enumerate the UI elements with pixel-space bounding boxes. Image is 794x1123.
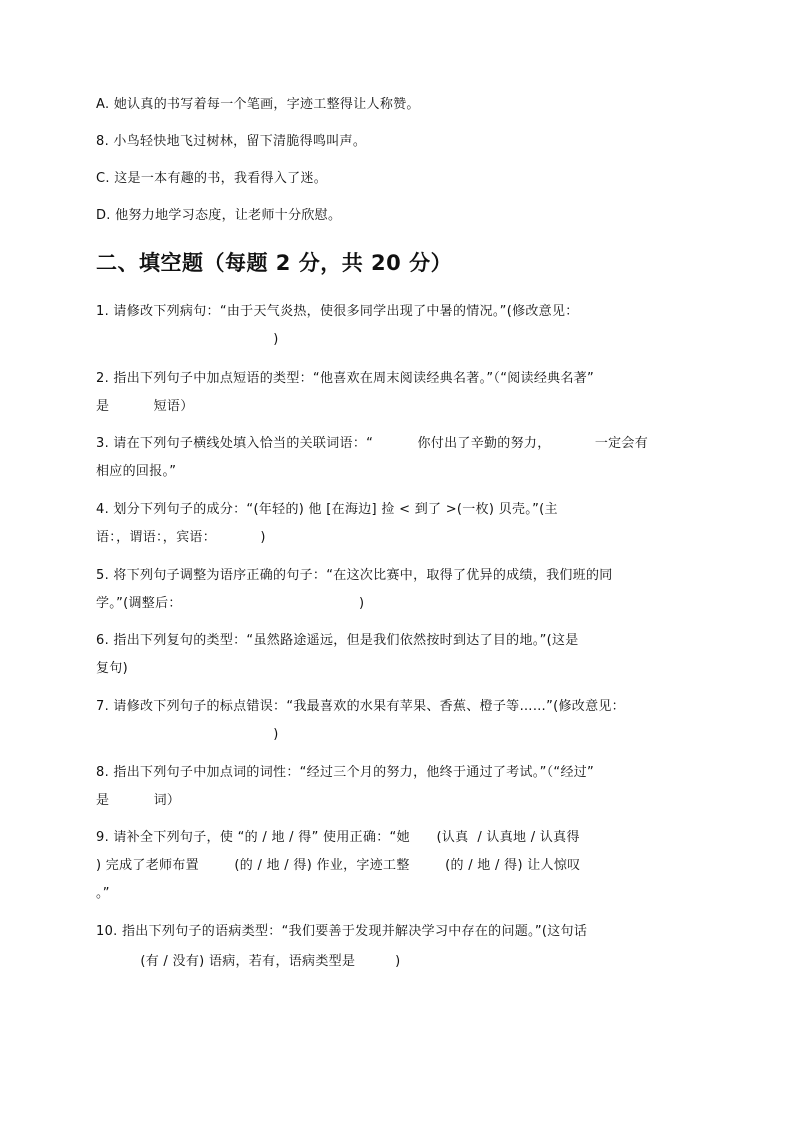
question-1-line-2: ) — [96, 332, 279, 347]
question-4-line-2: 语：，谓语：，宾语： ) — [96, 530, 266, 545]
question-8-line-1: 8. 指出下列句子中加点词的词性：“经过三个月的努力，他终于通过了考试。”（“经过” — [96, 765, 595, 780]
question-9-line-1: 9. 请补全下列句子，使 “的 / 地 / 得” 使用正确：“她 (认真 / 认真地 / 认真得 — [96, 830, 580, 845]
option-d: D. 他努力地学习态度，让老师十分欣慰。 — [96, 208, 342, 223]
option-b: 8. 小鸟轻快地飞过树林，留下清脆得鸣叫声。 — [96, 134, 367, 149]
question-3-line-2: 相应的回报。” — [96, 464, 177, 479]
question-5-line-1: 5. 将下列句子调整为语序正确的句子：“在这次比赛中，取得了优异的成绩，我们班的同 — [96, 568, 613, 583]
option-a: A. 她认真的书写着每一个笔画，字迹工整得让人称赞。 — [96, 97, 420, 112]
question-6-line-1: 6. 指出下列复句的类型：“虽然路途遥远，但是我们依然按时到达了目的地。”(这是 — [96, 633, 579, 648]
question-6-line-2: 复句) — [96, 661, 128, 676]
question-8-line-2: 是 词） — [96, 793, 181, 808]
question-9-line-3: 。” — [96, 886, 110, 901]
question-7-line-1: 7. 请修改下列句子的标点错误：“我最喜欢的水果有苹果、香蕉、橙子等……”(修改意见： — [96, 699, 625, 714]
question-3-line-1: 3. 请在下列句子横线处填入恰当的关联词语：“ 你付出了辛勤的努力， 一定会有 — [96, 436, 649, 451]
question-4-line-1: 4. 划分下列句子的成分：“(年轻的) 他 [在海边] 捡 < 到了 >(一枚) 贝壳。”(主 — [96, 502, 558, 517]
section-title: 二、填空题（每题 2 分，共 20 分） — [96, 251, 453, 275]
option-c: C. 这是一本有趣的书，我看得入了迷。 — [96, 171, 328, 186]
question-9-line-2: ) 完成了老师布置 (的 / 地 / 得) 作业，字迹工整 (的 / 地 / 得) 让人惊叹 — [96, 858, 581, 873]
question-1-line-1: 1. 请修改下列病句：“由于天气炎热，使很多同学出现了中暑的情况。”(修改意见： — [96, 304, 579, 319]
question-7-line-2: ) — [96, 727, 279, 742]
question-10-line-1: 10. 指出下列句子的语病类型：“我们要善于发现并解决学习中存在的问题。”(这句话 — [96, 924, 588, 939]
question-5-line-2: 学。”(调整后： ) — [96, 596, 365, 611]
question-2-line-1: 2. 指出下列句子中加点短语的类型：“他喜欢在周末阅读经典名著。”（“阅读经典名著” — [96, 371, 595, 386]
question-2-line-2: 是 短语） — [96, 399, 194, 414]
question-10-line-2: (有 / 没有) 语病，若有，语病类型是 ) — [96, 954, 401, 969]
